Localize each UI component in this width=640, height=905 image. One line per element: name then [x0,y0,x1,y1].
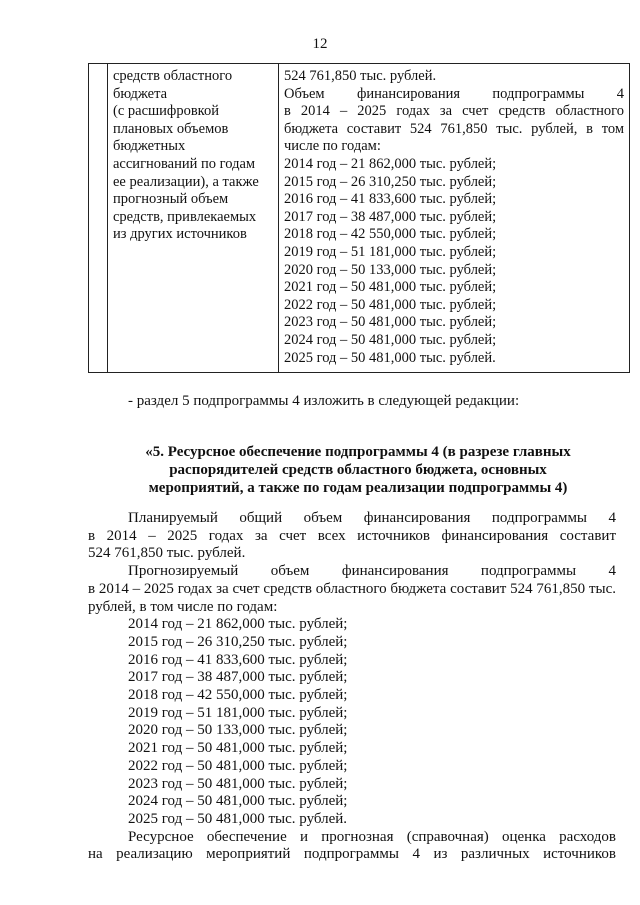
value-line: числе по годам: [284,138,381,155]
year-amount: 2022 год – 50 481,000 тыс. рублей; [284,296,497,313]
section-heading [138,443,578,497]
label-line: ее реализации), а также [113,173,259,190]
table-cell-value [279,64,630,373]
year-amount: 2018 год – 42 550,000 тыс. рублей; [128,687,348,704]
year-amount: 2015 год – 26 310,250 тыс. рублей; [128,633,348,650]
year-amount: 2017 год – 38 487,000 тыс. рублей; [284,208,497,225]
year-amount: 2021 год – 50 481,000 тыс. рублей; [128,740,348,757]
paragraph-line: в 2014 – 2025 годах за счет средств областного бюджета составит 524 761,850 тыс. [88,580,616,597]
value-line: в 2014 – 2025 годах за счет средств областного [284,103,624,120]
year-amount: 2025 год – 50 481,000 тыс. рублей. [284,349,496,366]
label-line: из других источников [113,226,247,243]
table-cell-empty [89,64,108,373]
page-number: 12 [312,36,328,52]
year-amount: 2020 год – 50 133,000 тыс. рублей; [128,722,348,739]
paragraph-line: Планируемый общий объем финансирования подпрограммы 4 [128,510,616,526]
year-amount: 2022 год – 50 481,000 тыс. рублей; [128,757,348,774]
year-amount: 2023 год – 50 481,000 тыс. рублей; [284,314,497,331]
paragraph-line: в 2014 – 2025 годах за счет всех источников финансирования составит [88,527,616,544]
year-amount: 2020 год – 50 133,000 тыс. рублей; [284,261,497,278]
label-line: средств областного [113,68,233,84]
year-amount: 2018 год – 42 550,000 тыс. рублей; [284,226,497,243]
paragraph-line: Ресурсное обеспечение и прогнозная (справочная) оценка расходов [128,828,616,845]
year-amount: 2019 год – 51 181,000 тыс. рублей; [128,704,348,721]
paragraph-line: 524 761,850 тыс. рублей. [88,545,246,562]
year-amount: 2014 год – 21 862,000 тыс. рублей; [284,155,497,172]
table-row [89,64,630,373]
label-line: (с расшифровкой [113,103,219,120]
heading-line: «5. Ресурсное обеспечение подпрограммы 4 (в разрезе главных [145,444,571,460]
year-amount: 2015 год – 26 310,250 тыс. рублей; [284,173,497,190]
table-cell-label [108,64,279,373]
value-line: Объем финансирования подпрограммы 4 [284,85,624,102]
year-amount: 2016 год – 41 833,600 тыс. рублей; [128,651,348,668]
amendment-instruction: - раздел 5 подпрограммы 4 изложить в следующей редакции: [128,393,520,409]
year-amount: 2024 год – 50 481,000 тыс. рублей; [128,793,348,810]
heading-line: мероприятий, а также по годам реализации подпрограммы 4) [148,480,568,496]
year-amount: 2014 год – 21 862,000 тыс. рублей; [128,616,348,633]
funding-table [88,63,630,373]
paragraph-line: на реализацию мероприятий подпрограммы 4 из различных источников [88,846,616,863]
label-line: ассигнований по годам [113,155,256,172]
year-amount: 2024 год – 50 481,000 тыс. рублей; [284,331,497,348]
year-amount: 2017 год – 38 487,000 тыс. рублей; [128,669,348,686]
section-body [88,510,616,864]
paragraph-line: рублей, в том числе по годам: [88,598,278,615]
year-amount: 2019 год – 51 181,000 тыс. рублей; [284,243,497,260]
label-line: плановых объемов [113,120,229,137]
year-amount: 2025 год – 50 481,000 тыс. рублей. [128,810,348,827]
total-amount: 524 761,850 тыс. рублей. [284,68,437,84]
label-line: бюджетных [113,138,186,155]
year-amount: 2021 год – 50 481,000 тыс. рублей; [284,279,497,296]
heading-line: распорядителей средств областного бюджета, основных [169,462,547,478]
label-line: средств, привлекаемых [113,208,257,225]
year-amount: 2023 год – 50 481,000 тыс. рублей; [128,775,348,792]
label-line: прогнозный объем [113,191,229,208]
year-amount: 2016 год – 41 833,600 тыс. рублей; [284,191,497,208]
label-line: бюджета [113,85,168,102]
value-line: бюджета составит 524 761,850 тыс. рублей, в том [284,120,624,137]
paragraph-line: Прогнозируемый объем финансирования подпрограммы 4 [128,563,616,580]
